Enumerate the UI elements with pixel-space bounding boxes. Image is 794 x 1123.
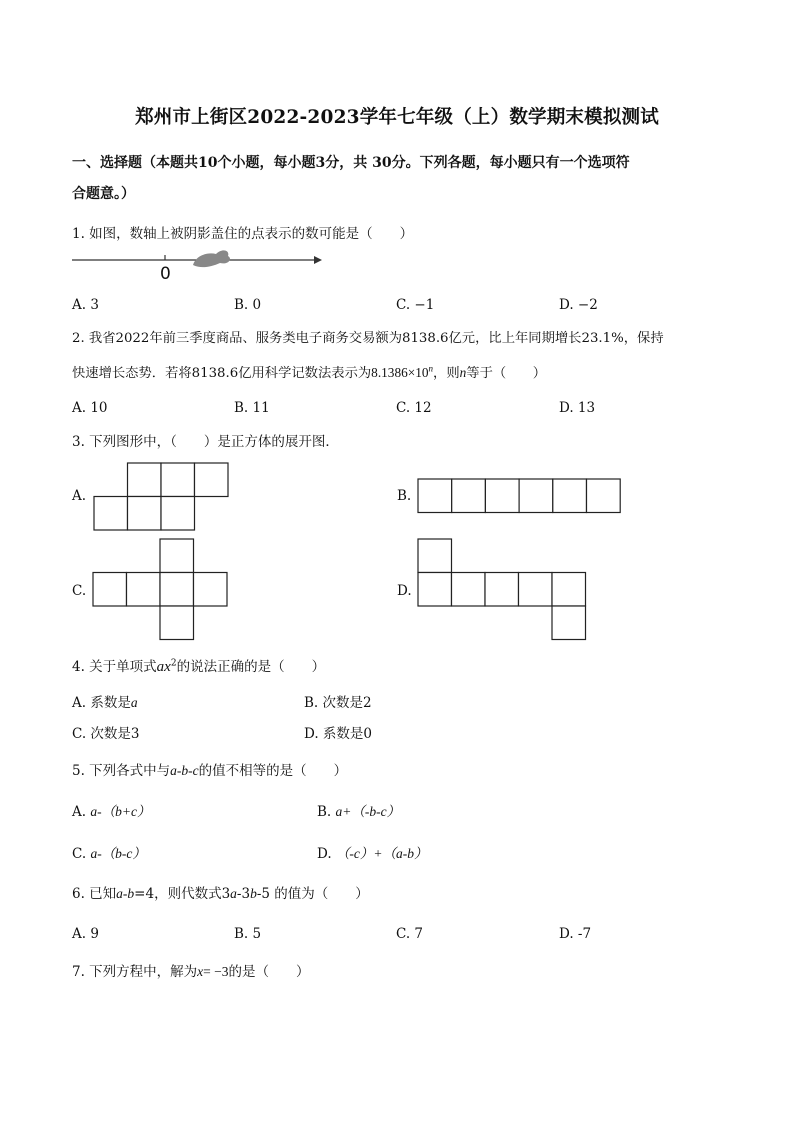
q1-option-d[interactable]: D. −2 bbox=[559, 297, 598, 313]
q6-text-a: 6. 已知 bbox=[72, 886, 117, 902]
q5-option-a-label: A. bbox=[72, 804, 91, 820]
q2-option-d[interactable]: D. 13 bbox=[559, 400, 596, 416]
q2-option-a[interactable]: A. 10 bbox=[72, 400, 108, 416]
question-2: 2. 我省2022年前三季度商品、服务类电子商务交易额为8138.6亿元，比上年同期增长23.1%，保持 bbox=[72, 331, 664, 346]
q3-net-c bbox=[92, 538, 232, 644]
q2-text-b: ，则 bbox=[433, 366, 460, 381]
q4-text-b: 的说法正确的是（ ） bbox=[176, 659, 326, 675]
q5-option-b-label: B. bbox=[317, 804, 336, 820]
q4-option-d[interactable]: D. 系数是0 bbox=[304, 726, 373, 742]
shaded-blob bbox=[193, 250, 230, 267]
q3-option-b-label[interactable]: B. bbox=[397, 488, 412, 504]
q5-expression: a-b-c bbox=[170, 763, 199, 778]
q2-text-c: 等于（ ） bbox=[466, 366, 547, 381]
number-line-figure bbox=[70, 246, 330, 286]
q6-text-d: -3 bbox=[236, 886, 251, 902]
q2-option-b[interactable]: B. 11 bbox=[234, 400, 270, 416]
q4-option-a-var: a bbox=[130, 695, 138, 710]
q4-option-c[interactable]: C. 次数是3 bbox=[72, 726, 140, 742]
q2-exponent: n bbox=[428, 363, 434, 374]
q6-text-f: -5 的值为（ ） bbox=[256, 886, 369, 902]
question-1: 1. 如图，数轴上被阴影盖住的点表示的数可能是（ ） bbox=[72, 226, 414, 242]
q3-option-c-label[interactable]: C. bbox=[72, 583, 87, 599]
origin-label: 0 bbox=[160, 264, 171, 284]
q1-option-b[interactable]: B. 0 bbox=[234, 297, 262, 313]
q6-var-a: a bbox=[230, 886, 237, 901]
q6-expression: a-b bbox=[116, 886, 135, 901]
q5-option-c-expr: a-（b-c） bbox=[90, 846, 146, 861]
question-3: 3. 下列图形中，（ ）是正方体的展开图． bbox=[72, 434, 339, 450]
question-5 bbox=[72, 759, 347, 779]
q5-option-b-expr: a+（-b-c） bbox=[335, 804, 401, 819]
question-6 bbox=[72, 882, 369, 902]
q5-option-c-label: C. bbox=[72, 846, 91, 862]
q3-net-d bbox=[417, 538, 591, 644]
q5-option-a-expr: a-（b+c） bbox=[90, 804, 151, 819]
q5-text-a: 5. 下列各式中与 bbox=[72, 763, 171, 779]
q4-option-a-text: A. 系数是 bbox=[72, 695, 131, 711]
q2-variable: n bbox=[459, 365, 467, 380]
q4-option-b[interactable]: B. 次数是2 bbox=[304, 695, 372, 711]
question-2-cont bbox=[72, 362, 546, 381]
q6-option-c[interactable]: C. 7 bbox=[396, 926, 424, 942]
q4-text-a: 4. 关于单项式 bbox=[72, 659, 157, 675]
q4-monomial-exponent: 2 bbox=[170, 658, 177, 669]
q5-option-d-expr: （-c）+（a-b） bbox=[335, 846, 428, 861]
q2-coefficient: 8.1386×10 bbox=[371, 365, 429, 380]
q6-option-b[interactable]: B. 5 bbox=[234, 926, 262, 942]
q4-monomial: ax bbox=[156, 659, 171, 675]
q1-option-c[interactable]: C. −1 bbox=[396, 297, 435, 313]
q2-text-a: 快速增长态势．若将8138.6亿用科学记数法表示为 bbox=[72, 366, 372, 381]
q5-option-b[interactable] bbox=[317, 800, 400, 820]
section-heading: 一、选择题（本题共10个小题，每小题3分，共 30分。下列各题，每小题只有一个选项符 bbox=[72, 155, 630, 171]
q5-option-a[interactable] bbox=[72, 800, 150, 820]
q5-option-c[interactable] bbox=[72, 842, 146, 862]
q5-option-d-label: D. bbox=[317, 846, 336, 862]
q3-option-a-label[interactable]: A. bbox=[72, 488, 87, 504]
q6-option-d[interactable]: D. -7 bbox=[559, 926, 592, 942]
section-heading-cont: 合题意。） bbox=[72, 186, 135, 202]
page-title: 郑州市上街区2022-2023学年七年级（上）数学期末模拟测试 bbox=[135, 107, 659, 128]
q4-option-a[interactable] bbox=[72, 691, 138, 711]
number-line-arrow bbox=[314, 256, 322, 264]
q7-text-b: 的是（ ） bbox=[228, 964, 310, 980]
q3-option-d-label[interactable]: D. bbox=[397, 583, 412, 599]
q7-text-a: 7. 下列方程中，解为 bbox=[72, 964, 198, 980]
q6-text-b: =4，则代数式3 bbox=[134, 886, 231, 902]
q5-text-b: 的值不相等的是（ ） bbox=[198, 763, 348, 779]
q2-option-c[interactable]: C. 12 bbox=[396, 400, 432, 416]
q6-var-b: b bbox=[250, 886, 257, 901]
question-4 bbox=[72, 655, 325, 676]
q7-variable: x bbox=[197, 964, 204, 979]
q1-option-a[interactable]: A. 3 bbox=[72, 297, 99, 313]
q5-option-d[interactable] bbox=[317, 842, 428, 862]
q3-net-b bbox=[417, 478, 623, 516]
question-7 bbox=[72, 960, 310, 980]
q3-net-a bbox=[93, 462, 233, 534]
q7-equals: = −3 bbox=[203, 964, 229, 979]
q6-option-a[interactable]: A. 9 bbox=[72, 926, 99, 942]
